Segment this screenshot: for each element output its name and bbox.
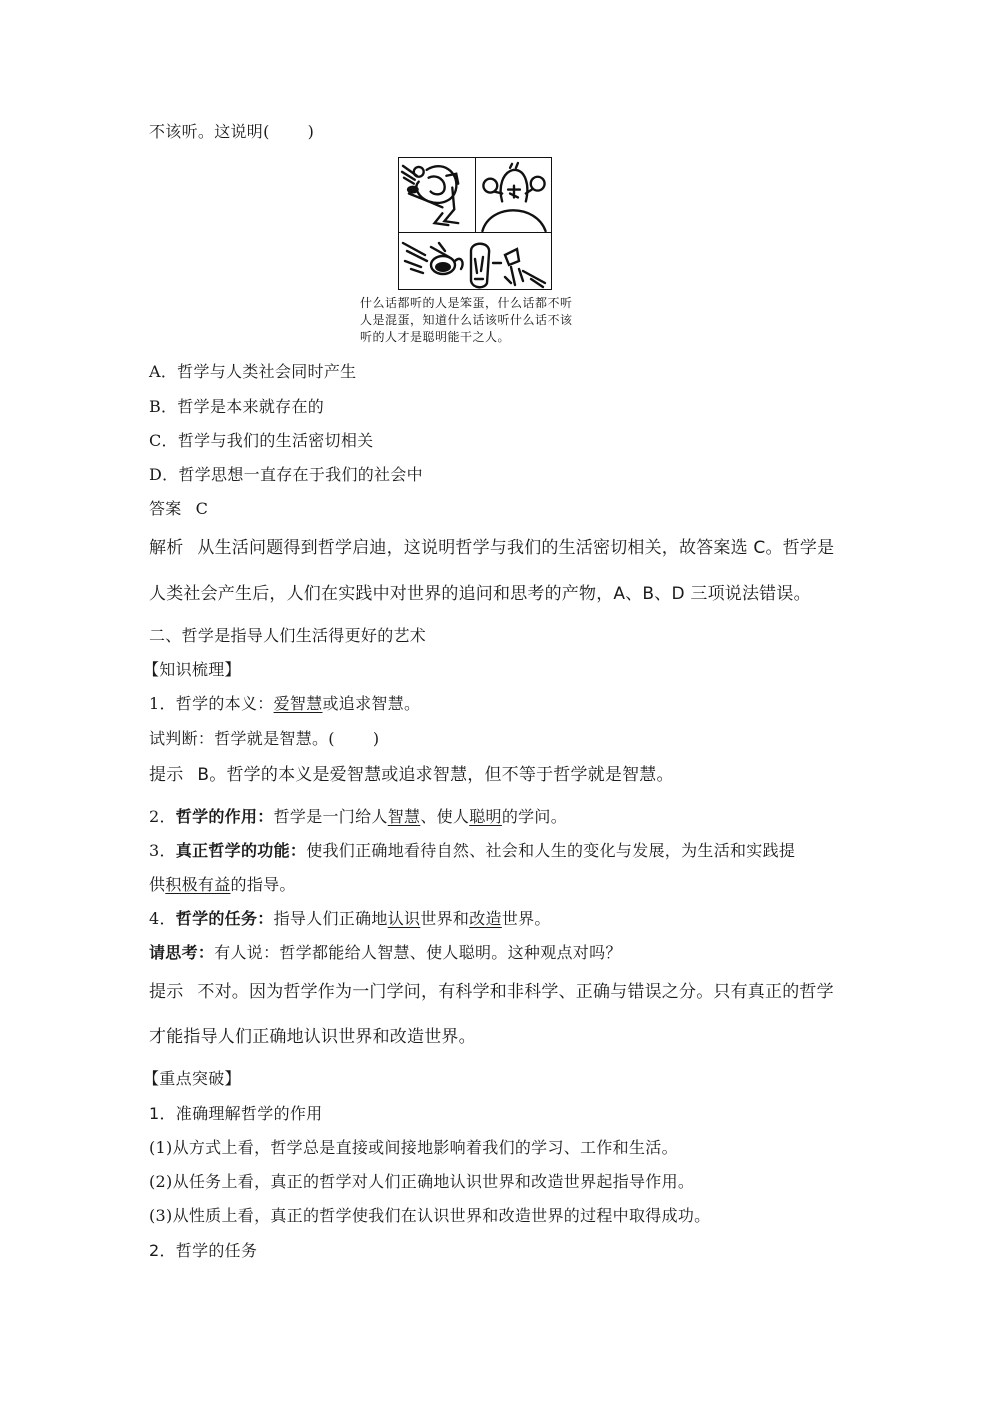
- fill-blank-answer: 智慧: [387, 807, 421, 826]
- listening-figure-icon: [399, 158, 475, 232]
- hint-2-line-2: 才能指导人们正确地认识世界和改造世界。: [149, 1027, 476, 1047]
- item-text: 哲学是一门给人: [273, 807, 388, 826]
- item-text: 或追求智慧。: [322, 694, 421, 713]
- fill-blank-answer: 爱智慧: [273, 694, 323, 713]
- option-d: [149, 465, 423, 485]
- item-number: 4．: [149, 909, 176, 928]
- hint-2-line-1: [149, 982, 834, 1002]
- key-point-1-title: 1．准确理解哲学的作用: [149, 1104, 323, 1123]
- key-point-2-title: 2．哲学的任务: [149, 1241, 258, 1260]
- option-text: 哲学与人类社会同时产生: [177, 362, 357, 381]
- hint-text: 不对。因为哲学作为一门学问，有科学和非科学、正确与错误之分。只有真正的哲学: [197, 982, 834, 1002]
- item-text: 使我们正确地看待自然、社会和人生的变化与发展，为生活和实践提: [306, 841, 796, 860]
- selective-hearing-figure-icon: [399, 233, 551, 289]
- covering-ears-figure-icon: [476, 158, 551, 232]
- item-label: 哲学的本义：: [175, 694, 274, 713]
- stem-paren-close: ): [307, 122, 315, 141]
- figure-caption: [360, 295, 610, 346]
- caption-line: 人是混蛋，知道什么话该听什么话不该: [360, 313, 573, 327]
- option-b: [149, 397, 324, 417]
- answer-line: [149, 499, 208, 519]
- answer-value: C: [195, 499, 209, 518]
- item-number: 1．: [149, 694, 176, 713]
- knowledge-item-2: [149, 807, 567, 827]
- item-text: 世界和: [420, 909, 470, 928]
- knowledge-header: 【知识梳理】: [143, 660, 241, 679]
- option-letter: A．: [149, 362, 178, 381]
- key-points-header: 【重点突破】: [143, 1069, 241, 1088]
- item-text: 指导人们正确地: [273, 909, 388, 928]
- option-a: [149, 362, 356, 382]
- fill-blank-answer: 积极有益: [165, 875, 231, 894]
- key-point-1-c: (3)从性质上看，真正的哲学使我们在认识世界和改造世界的过程中取得成功。: [149, 1206, 711, 1225]
- think-question: [149, 943, 622, 963]
- key-point-1-a: (1)从方式上看，哲学总是直接或间接地影响着我们的学习、工作和生活。: [149, 1138, 678, 1157]
- think-text: 有人说：哲学都能给人智慧、使人聪明。这种观点对吗？: [214, 943, 622, 962]
- item-text: 世界。: [501, 909, 551, 928]
- stem-text: 不该听。这说明(: [149, 122, 270, 141]
- item-number: 3．: [149, 841, 176, 860]
- caption-line: 听的人才是聪明能干之人。: [360, 330, 511, 344]
- knowledge-item-3-cont: [149, 875, 296, 895]
- analysis-line-2: 人类社会产生后，人们在实践中对世界的追问和思考的产物，A、B、D 三项说法错误。: [149, 584, 811, 604]
- judge-line: [149, 729, 379, 749]
- option-text: 哲学与我们的生活密切相关: [177, 431, 374, 450]
- item-label: 真正哲学的功能：: [175, 841, 307, 860]
- question-stem: [149, 122, 314, 142]
- ear-listening-cartoon-panel: [399, 158, 476, 233]
- option-letter: B．: [149, 397, 178, 416]
- knowledge-item-1: [149, 694, 420, 714]
- judge-text: 哲学就是智慧。(: [214, 729, 335, 748]
- hint-1: [149, 765, 674, 785]
- item-text: 的学问。: [501, 807, 568, 826]
- knowledge-item-4: [149, 909, 551, 929]
- item-text: 供: [149, 875, 166, 894]
- section-title: 二、哲学是指导人们生活得更好的艺术: [149, 626, 427, 645]
- knowledge-item-3: [149, 841, 795, 861]
- judge-paren-close: ): [372, 729, 380, 748]
- think-label: 请思考：: [149, 943, 215, 962]
- key-point-1-b: (2)从任务上看，真正的哲学对人们正确地认识世界和改造世界起指导作用。: [149, 1172, 695, 1191]
- analysis-text: 从生活问题得到哲学启迪，这说明哲学与我们的生活密切相关，故答案选 C。哲学是: [197, 538, 835, 558]
- cartoon-figure: [398, 157, 552, 290]
- fill-blank-answer: 认识: [387, 909, 421, 928]
- caption-line: 什么话都听的人是笨蛋，什么话都不听: [360, 296, 573, 310]
- hint-label: 提示: [149, 765, 184, 785]
- judge-label: 试判断：: [149, 729, 215, 748]
- option-letter: C．: [149, 431, 178, 450]
- analysis-label: 解析: [149, 538, 184, 558]
- item-label: 哲学的任务：: [175, 909, 274, 928]
- option-c: [149, 431, 373, 451]
- ears-blocked-cartoon-panel: [476, 158, 551, 233]
- hint-text: B。哲学的本义是爱智慧或追求智慧，但不等于哲学就是智慧。: [197, 765, 674, 785]
- option-letter: D．: [149, 465, 179, 484]
- item-number: 2．: [149, 807, 176, 826]
- selective-listening-cartoon-panel: [399, 233, 551, 289]
- option-text: 哲学思想一直存在于我们的社会中: [178, 465, 423, 484]
- analysis-line-1: [149, 538, 834, 558]
- option-text: 哲学是本来就存在的: [177, 397, 325, 416]
- hint-label: 提示: [149, 982, 184, 1002]
- answer-label: 答案: [149, 499, 182, 518]
- fill-blank-answer: 改造: [469, 909, 502, 928]
- item-label: 哲学的作用：: [175, 807, 274, 826]
- item-text: 、使人: [420, 807, 470, 826]
- item-text: 的指导。: [230, 875, 296, 894]
- fill-blank-answer: 聪明: [469, 807, 502, 826]
